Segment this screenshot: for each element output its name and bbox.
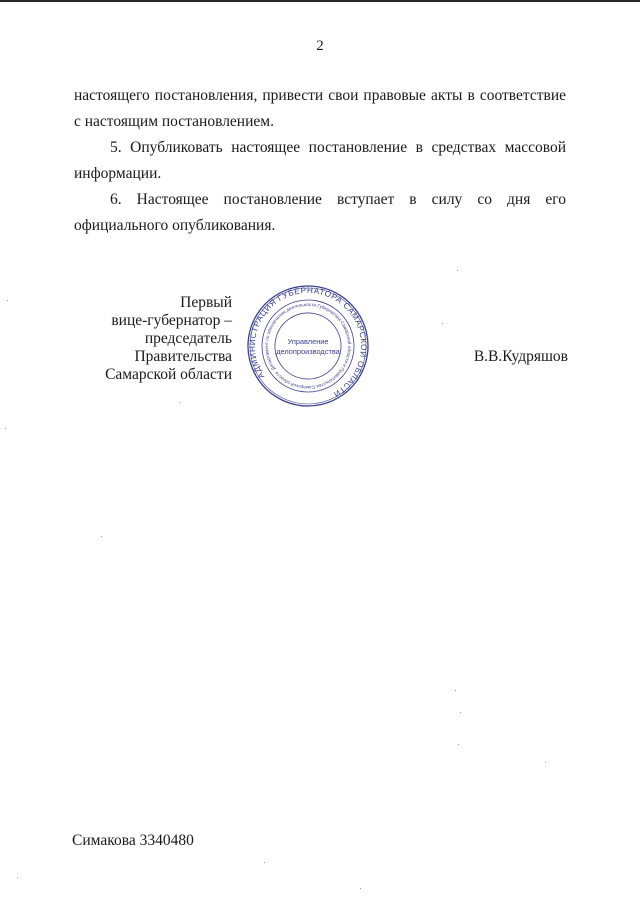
signatory-title-line: Первый bbox=[180, 294, 232, 311]
scan-speck bbox=[455, 690, 456, 691]
stamp-outer-text: АДМИНИСТРАЦИЯ ГУБЕРНАТОРА САМАРСКОЙ ОБЛАСТИ bbox=[247, 285, 369, 399]
scan-speck bbox=[460, 712, 461, 713]
paragraph-continuation: настоящего постановления, привести свои правовые акты в соответствие с настоящим постановлением. bbox=[74, 87, 566, 130]
page-number: 2 bbox=[316, 38, 324, 54]
executor-contact: Симакова 3340480 bbox=[72, 832, 194, 849]
stamp-center-line-2: делопроизводства bbox=[276, 347, 340, 356]
scan-speck bbox=[7, 300, 8, 301]
scan-speck bbox=[264, 862, 265, 863]
signatory-title-line: Самарской области bbox=[105, 366, 232, 383]
signatory-title bbox=[60, 294, 232, 384]
scan-speck bbox=[442, 323, 443, 324]
stamp-inner-text: Департамент по обеспечению деятельности Губернатора Самарской области и Правительства Самарской области bbox=[263, 301, 353, 391]
official-seal-stamp bbox=[246, 284, 370, 408]
scan-speck bbox=[458, 744, 459, 745]
scan-speck bbox=[360, 888, 361, 889]
signatory-title-line: вице-губернатор – bbox=[111, 312, 232, 329]
scan-speck bbox=[101, 536, 102, 537]
scan-speck bbox=[5, 428, 6, 429]
paragraph-item-6: 6. Настоящее постановление вступает в силу со дня его официального опубликования. bbox=[74, 191, 566, 234]
scan-speck bbox=[457, 270, 458, 271]
scan-speck bbox=[180, 402, 181, 403]
scan-speck bbox=[17, 877, 18, 878]
signatory-title-line: председатель Правительства bbox=[134, 330, 232, 365]
page-top-rule bbox=[0, 0, 640, 2]
signatory-name: В.В.Кудряшов bbox=[473, 348, 568, 365]
stamp-center-line-1: Управление bbox=[287, 337, 329, 346]
scan-speck bbox=[545, 762, 546, 763]
paragraph-item-5: 5. Опубликовать настоящее постановление в средствах массовой информации. bbox=[74, 139, 566, 182]
